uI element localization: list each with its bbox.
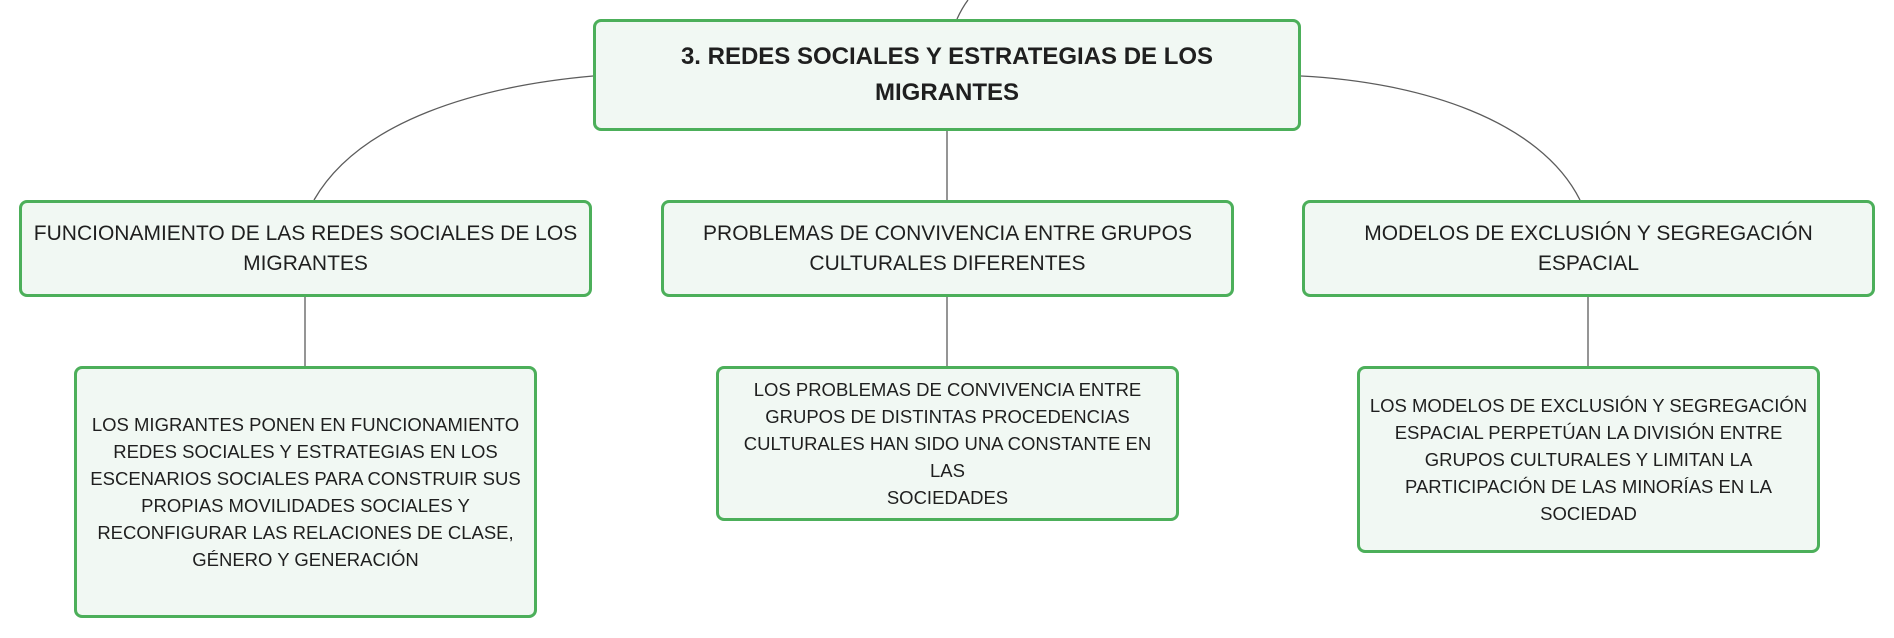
detail-node-exclusion-models[interactable]: [1357, 366, 1820, 553]
topic-node-social-networks[interactable]: [19, 200, 592, 297]
topic-node-text: [34, 219, 577, 279]
connector-root-to-topic-3: [1301, 76, 1580, 200]
detail-line: SOCIEDADES: [886, 487, 1009, 508]
detail-node-text: [727, 376, 1168, 511]
topic-node-exclusion-models[interactable]: [1302, 200, 1875, 297]
detail-line: SOCIEDAD: [1540, 503, 1637, 524]
root-title-line-1: 3. REDES SOCIALES Y ESTRATEGIAS DE LOS: [680, 43, 1214, 70]
detail-line: PARTICIPACIÓN DE LAS MINORÍAS EN LA: [1404, 476, 1772, 497]
detail-line: REDES SOCIALES Y ESTRATEGIAS EN LOS: [113, 441, 498, 462]
topic-label-line: MIGRANTES: [243, 251, 368, 275]
root-title-line-2: MIGRANTES: [875, 79, 1019, 106]
detail-line: GRUPOS CULTURALES Y LIMITAN LA: [1424, 449, 1753, 470]
topic-label-line: PROBLEMAS DE CONVIVENCIA ENTRE GRUPOS: [703, 221, 1192, 245]
detail-node-coexistence-problems[interactable]: [716, 366, 1179, 521]
detail-line: LOS PROBLEMAS DE CONVIVENCIA ENTRE: [753, 379, 1142, 400]
connector-parent-to-root: [957, 0, 968, 19]
topic-label-line: FUNCIONAMIENTO DE LAS REDES SOCIALES DE LOS: [33, 221, 578, 245]
connector-root-to-topic-1: [314, 76, 593, 200]
topic-node-coexistence-problems[interactable]: [661, 200, 1234, 297]
detail-line: ESPACIAL PERPETÚAN LA DIVISIÓN ENTRE: [1394, 422, 1783, 443]
detail-line: PROPIAS MOVILIDADES SOCIALES Y: [141, 495, 470, 516]
detail-line: LOS MIGRANTES PONEN EN FUNCIONAMIENTO: [91, 414, 520, 435]
root-node[interactable]: [593, 19, 1301, 131]
detail-line: ESCENARIOS SOCIALES PARA CONSTRUIR SUS: [90, 468, 521, 489]
detail-line: RECONFIGURAR LAS RELACIONES DE CLASE,: [97, 522, 514, 543]
root-node-text: [681, 39, 1213, 111]
topic-label-line: CULTURALES DIFERENTES: [809, 251, 1086, 275]
detail-line: CULTURALES HAN SIDO UNA CONSTANTE EN LAS: [743, 433, 1152, 481]
detail-node-text: [1370, 392, 1807, 527]
detail-line: LOS MODELOS DE EXCLUSIÓN Y SEGREGACIÓN: [1369, 395, 1808, 416]
topic-label-line: MODELOS DE EXCLUSIÓN Y SEGREGACIÓN ESPACIAL: [1364, 221, 1813, 275]
detail-node-social-networks[interactable]: [74, 366, 537, 618]
detail-line: GRUPOS DE DISTINTAS PROCEDENCIAS: [765, 406, 1130, 427]
topic-node-text: [703, 219, 1192, 279]
detail-line: GÉNERO Y GENERACIÓN: [192, 549, 419, 570]
detail-node-text: [90, 411, 520, 573]
topic-node-text: [1315, 219, 1862, 279]
